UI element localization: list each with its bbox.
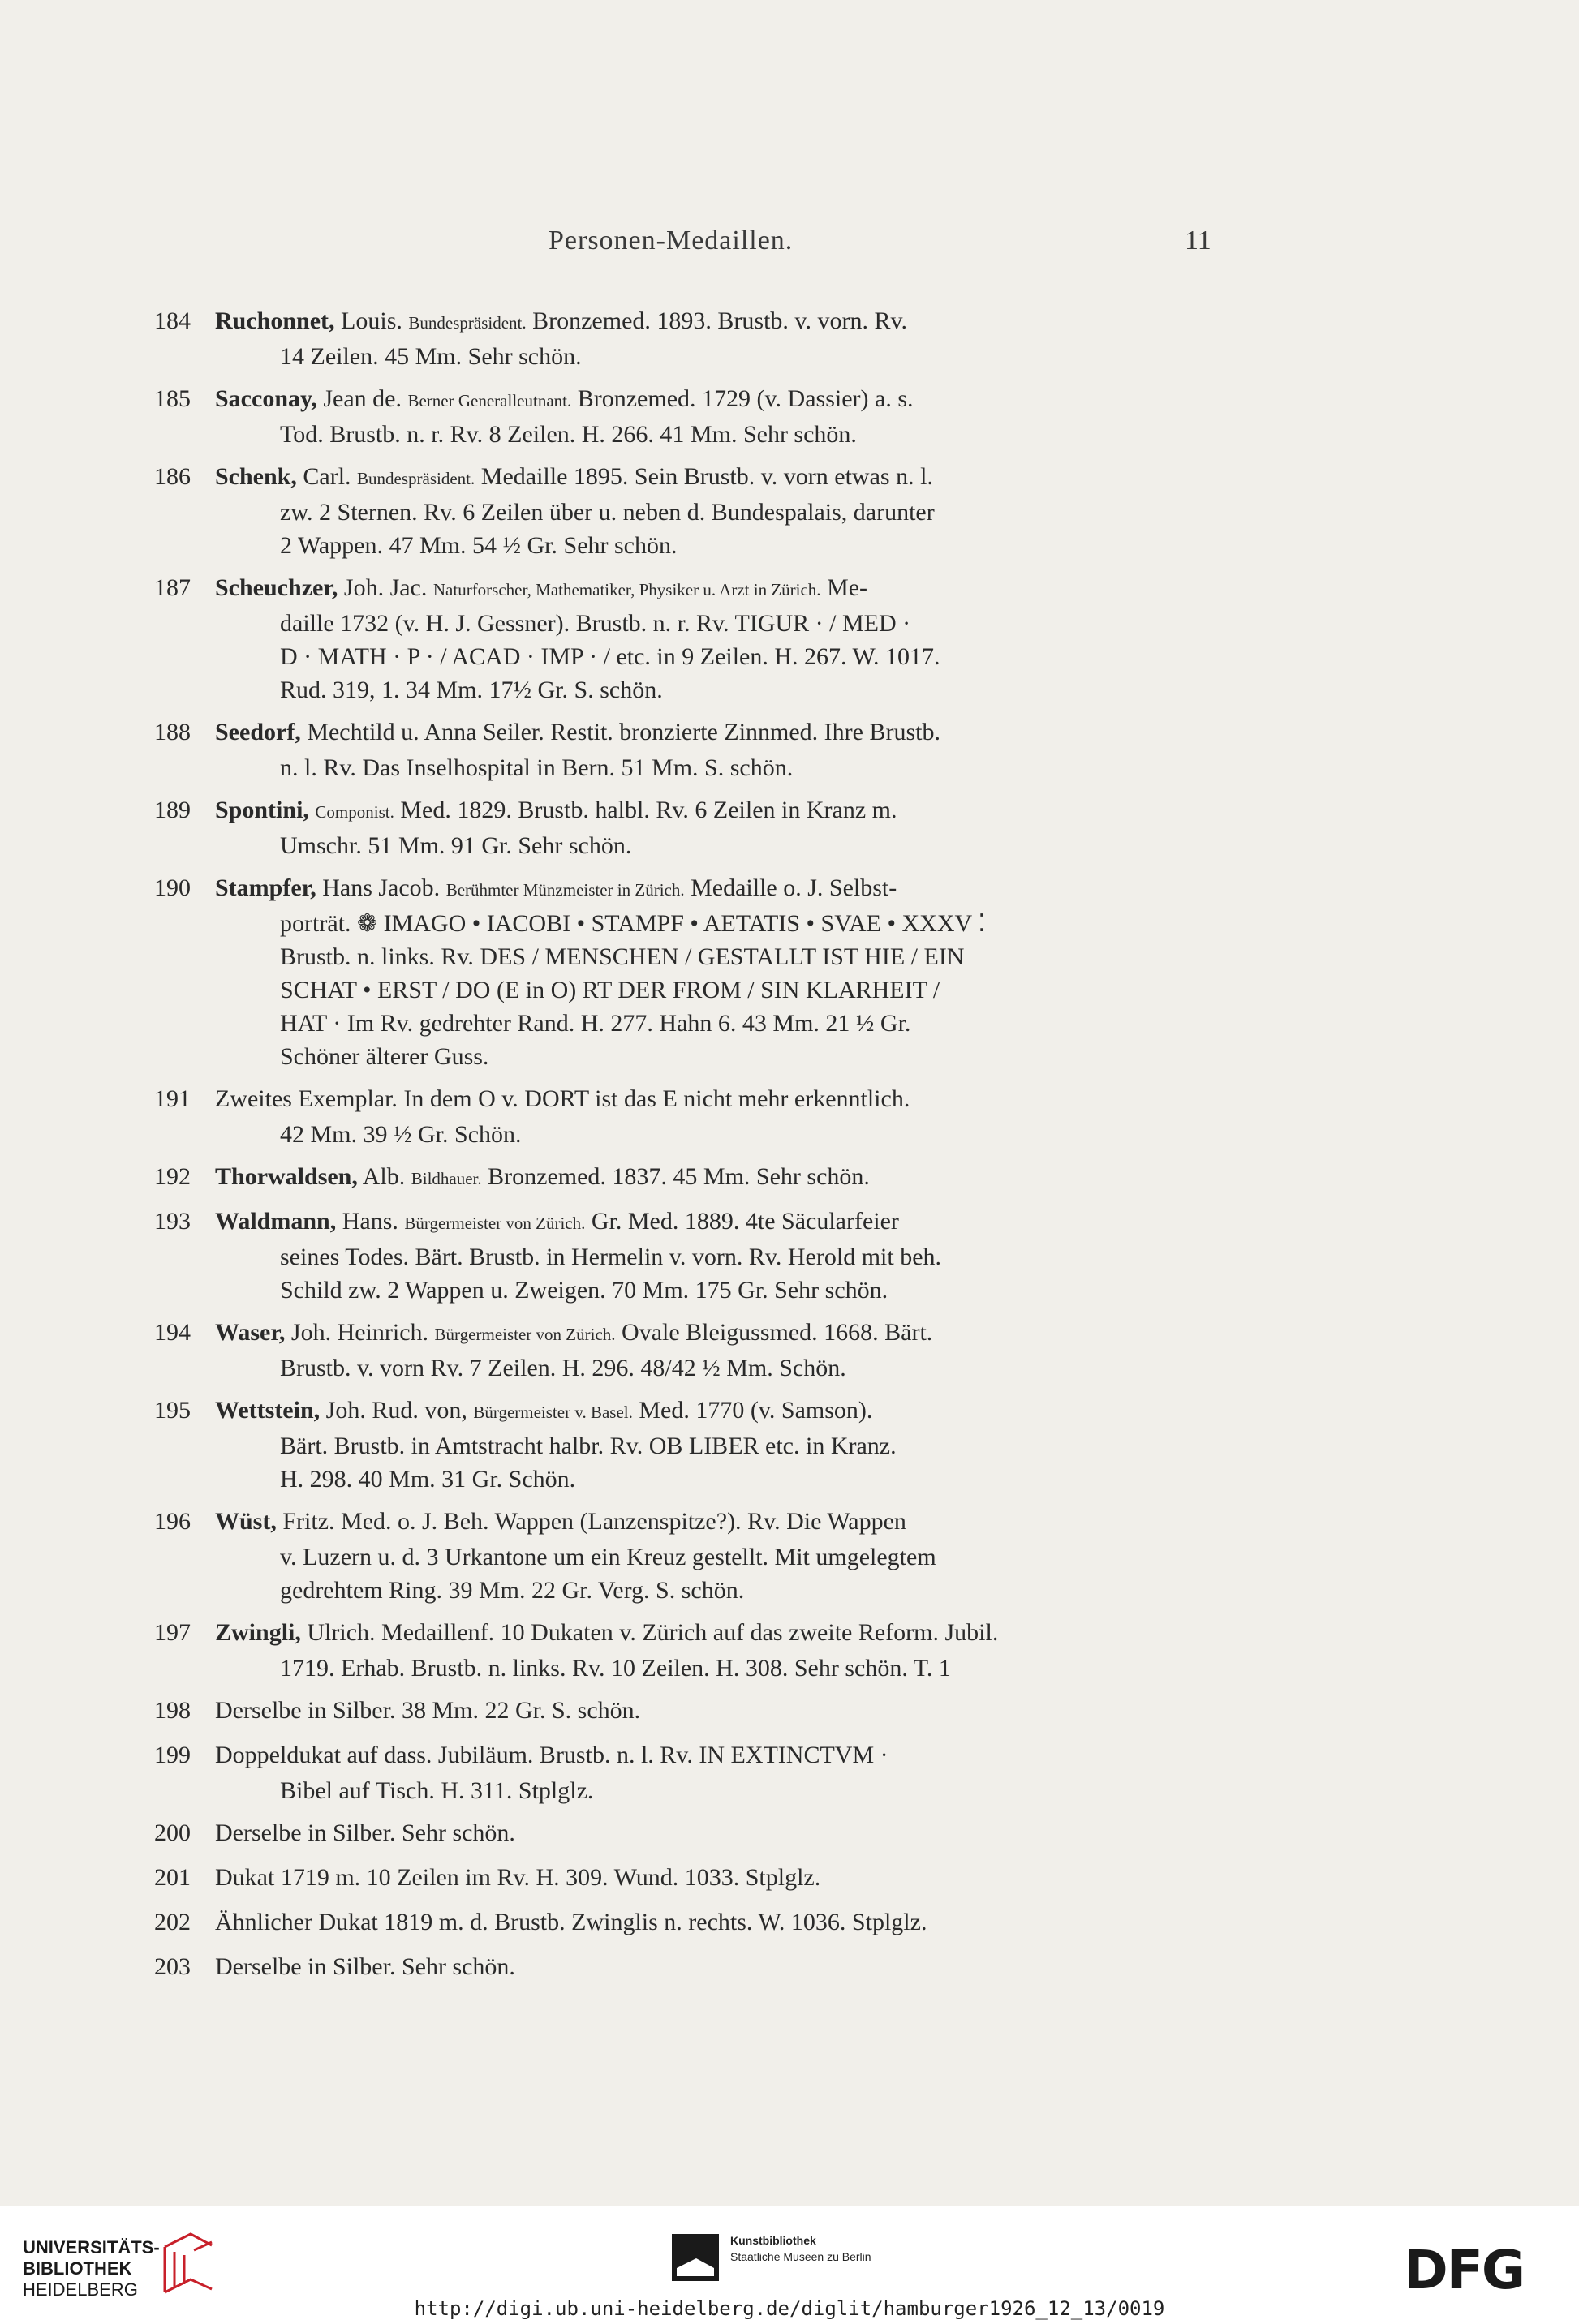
entry-name: Seedorf,: [215, 719, 301, 745]
entry-continuation-line: seines Todes. Bärt. Brustb. in Hermelin v. vorn. Rv. Herold mit beh.: [280, 1244, 942, 1270]
entry-first-line: [215, 1816, 1233, 1852]
entry-continuation-line: n. l. Rv. Das Inselhospital in Bern. 51 Mm. S. schön.: [280, 754, 794, 781]
entry-continuation-line: Bärt. Brustb. in Amtstracht halbr. Rv. OB LIBER etc. in Kranz.: [280, 1433, 897, 1459]
entry-continuation-line: D · MATH · P · / ACAD · IMP · / etc. in 9 Zeilen. H. 267. W. 1017.: [280, 643, 940, 670]
entry-name: Thorwaldsen,: [215, 1163, 358, 1190]
catalog-entry: [154, 1616, 1233, 1685]
entry-note: Bildhauer.: [411, 1169, 482, 1188]
entry-text-after: Med. 1829. Brustb. halbl. Rv. 6 Zeilen in Kranz m.: [394, 797, 897, 823]
entry-first-line: [215, 1905, 1233, 1941]
entry-first-line: [215, 1950, 1233, 1986]
entry-first-line: [215, 571, 1233, 607]
entry-continuation-line: v. Luzern u. d. 3 Urkantone um ein Kreuz gestellt. Mit umgelegtem: [280, 1544, 936, 1570]
entry-text: Derselbe in Silber. Sehr schön.: [215, 1953, 515, 1980]
catalog-entry: [154, 1316, 1233, 1385]
entry-continuation-line: H. 298. 40 Mm. 31 Gr. Schön.: [280, 1466, 576, 1493]
ub-heidelberg-logo-text: [23, 2237, 160, 2300]
entry-text-after: Bronzemed. 1837. 45 Mm. Sehr schön.: [481, 1163, 870, 1190]
entry-text: Louis.: [334, 307, 409, 334]
entry-note: Bürgermeister v. Basel.: [473, 1403, 633, 1422]
entry-text: Fritz. Med. o. J. Beh. Wappen (Lanzenspitze?). Rv. Die Wappen: [276, 1508, 906, 1535]
entry-number: 192: [154, 1163, 191, 1190]
entry-number: 194: [154, 1319, 191, 1346]
catalog-entry: [154, 460, 1233, 562]
entry-number: 200: [154, 1819, 191, 1846]
entry-name: Scheuchzer,: [215, 574, 338, 601]
entry-text: Alb.: [357, 1163, 411, 1190]
entry-text: Derselbe in Silber. 38 Mm. 22 Gr. S. schön.: [215, 1697, 641, 1724]
entry-text: Ulrich. Medaillenf. 10 Dukaten v. Zürich auf das zweite Reform. Jubil.: [300, 1619, 999, 1646]
entry-continuation-line: Schöner älterer Guss.: [280, 1043, 489, 1070]
entry-text-after: Med. 1770 (v. Samson).: [632, 1397, 873, 1424]
entry-first-line: [215, 1738, 1233, 1774]
entry-continuation-line: Schild zw. 2 Wappen u. Zweigen. 70 Mm. 175 Gr. Sehr schön.: [280, 1277, 888, 1304]
entry-name: Schenk,: [215, 463, 297, 490]
entry-continuation-line: 2 Wappen. 47 Mm. 54 ½ Gr. Sehr schön.: [280, 532, 678, 559]
kunstbibliothek-logo-icon: [672, 2234, 719, 2281]
page-title: Personen-Medaillen.: [549, 226, 794, 256]
catalog-entry: [154, 1505, 1233, 1607]
catalog-entry: [154, 871, 1233, 1073]
entry-number: 201: [154, 1864, 191, 1891]
entry-continuation-line: 42 Mm. 39 ½ Gr. Schön.: [280, 1121, 522, 1148]
entry-text: Derselbe in Silber. Sehr schön.: [215, 1819, 515, 1846]
entry-first-line: [215, 1505, 1233, 1540]
entry-continuation-line: Brustb. v. vorn Rv. 7 Zeilen. H. 296. 48/42 ½ Mm. Schön.: [280, 1355, 846, 1381]
entry-name: Sacconay,: [215, 385, 317, 412]
entry-continuation-line: SCHAT • ERST / DO (E in O) RT DER FROM / SIN KLARHEIT /: [280, 977, 940, 1003]
entry-name: Wettstein,: [215, 1397, 321, 1424]
entry-text: Zweites Exemplar. In dem O v. DORT ist das E nicht mehr erkenntlich.: [215, 1085, 910, 1112]
entry-first-line: [215, 1616, 1233, 1652]
catalog-entry: [154, 1816, 1233, 1852]
source-url[interactable]: http://digi.ub.uni-heidelberg.de/diglit/hamburger1926_12_13/0019: [414, 2297, 1165, 2320]
entry-number: 199: [154, 1742, 191, 1768]
kb-line-1: Kunstbibliothek: [730, 2234, 816, 2247]
kunstbibliothek-text: [730, 2232, 871, 2265]
page-number: 11: [1185, 226, 1211, 256]
entry-note: Berner Generalleutnant.: [407, 391, 572, 410]
catalog-entry: [154, 382, 1233, 451]
entry-text: Hans.: [336, 1208, 405, 1235]
entry-note: Bürgermeister von Zürich.: [404, 1214, 586, 1233]
catalog-entry: [154, 1738, 1233, 1807]
entry-note: Naturforscher, Mathematiker, Physiker u. Arzt in Zürich.: [432, 580, 821, 599]
entry-number: 202: [154, 1909, 191, 1935]
entry-number: 191: [154, 1085, 191, 1112]
entry-continuation-line: Rud. 319, 1. 34 Mm. 17½ Gr. S. schön.: [280, 677, 663, 703]
kb-line-2: Staatliche Museen zu Berlin: [730, 2250, 871, 2263]
entry-continuation-line: daille 1732 (v. H. J. Gessner). Brustb. n. r. Rv. TIGUR · / MED ·: [280, 610, 911, 637]
entry-text: Jean de.: [316, 385, 408, 412]
entry-text-after: Ovale Bleigussmed. 1668. Bärt.: [615, 1319, 933, 1346]
entry-note: Bundespräsident.: [357, 469, 475, 488]
entry-continuation-line: Brustb. n. links. Rv. DES / MENSCHEN / GESTALLT IST HIE / EIN: [280, 943, 965, 970]
catalog-entry: [154, 715, 1233, 784]
entry-first-line: [215, 382, 1233, 418]
catalog-entries: [154, 304, 1233, 1995]
catalog-entry: [154, 793, 1233, 862]
entry-continuation-line: Umschr. 51 Mm. 91 Gr. Sehr schön.: [280, 832, 632, 859]
entry-continuation-line: HAT · Im Rv. gedrehter Rand. H. 277. Hahn 6. 43 Mm. 21 ½ Gr.: [280, 1010, 911, 1037]
entry-text-after: Bronzemed. 1729 (v. Dassier) a. s.: [571, 385, 914, 412]
entry-number: 187: [154, 574, 191, 601]
entry-number: 197: [154, 1619, 191, 1646]
entry-text: Joh. Rud. von,: [320, 1397, 474, 1424]
entry-number: 188: [154, 719, 191, 745]
entry-first-line: [215, 871, 1233, 907]
entry-number: 196: [154, 1508, 191, 1535]
entry-text: Dukat 1719 m. 10 Zeilen im Rv. H. 309. Wund. 1033. Stplglz.: [215, 1864, 821, 1891]
entry-text: Joh. Heinrich.: [285, 1319, 435, 1346]
catalog-entry: [154, 1861, 1233, 1897]
entry-text: Doppeldukat auf dass. Jubiläum. Brustb. n. l. Rv. IN EXTINCTVM ·: [215, 1742, 888, 1768]
catalog-entry: [154, 1394, 1233, 1496]
ub-line-3: HEIDELBERG: [23, 2279, 138, 2300]
entry-text: Ähnlicher Dukat 1819 m. d. Brustb. Zwinglis n. rechts. W. 1036. Stplglz.: [215, 1909, 927, 1935]
entry-first-line: [215, 1160, 1233, 1196]
catalog-entry: [154, 1082, 1233, 1151]
entry-first-line: [215, 304, 1233, 340]
dfg-logo: DFG: [1404, 2239, 1525, 2301]
entry-text: Joh. Jac.: [338, 574, 433, 601]
entry-note: Bürgermeister von Zürich.: [434, 1325, 616, 1344]
entry-number: 198: [154, 1697, 191, 1724]
entry-name: Zwingli,: [215, 1619, 301, 1646]
entry-number: 203: [154, 1953, 191, 1980]
entry-name: Stampfer,: [215, 874, 316, 901]
entry-note: Bundespräsident.: [408, 313, 527, 333]
entry-text-after: Me-: [820, 574, 868, 601]
entry-text: Carl.: [296, 463, 358, 490]
catalog-entry: [154, 1694, 1233, 1729]
entry-first-line: [215, 1861, 1233, 1897]
entry-number: 193: [154, 1208, 191, 1235]
entry-number: 185: [154, 385, 191, 412]
entry-text: Hans Jacob.: [316, 874, 446, 901]
entry-first-line: [215, 793, 1233, 829]
catalog-entry: [154, 1905, 1233, 1941]
ub-line-2: BIBLIOTHEK: [23, 2258, 132, 2279]
catalog-entry: [154, 1950, 1233, 1986]
entry-name: Waldmann,: [215, 1208, 337, 1235]
page-header: [0, 226, 1579, 266]
entry-name: Waser,: [215, 1319, 286, 1346]
entry-first-line: [215, 460, 1233, 496]
entry-continuation-line: zw. 2 Sternen. Rv. 6 Zeilen über u. neben d. Bundespalais, darunter: [280, 499, 935, 526]
entry-number: 184: [154, 307, 191, 334]
entry-number: 186: [154, 463, 191, 490]
entry-text-after: Bronzemed. 1893. Brustb. v. vorn. Rv.: [526, 307, 908, 334]
entry-continuation-line: porträt. ❁ IMAGO • IACOBI • STAMPF • AETATIS • SVAE • XXXV ⁚: [280, 910, 986, 937]
catalog-entry: [154, 1205, 1233, 1307]
entry-first-line: [215, 1694, 1233, 1729]
ub-line-1: UNIVERSITÄTS-: [23, 2237, 160, 2257]
entry-continuation-line: gedrehtem Ring. 39 Mm. 22 Gr. Verg. S. schön.: [280, 1577, 745, 1604]
catalog-entry: [154, 1160, 1233, 1196]
entry-continuation-line: Bibel auf Tisch. H. 311. Stplglz.: [280, 1777, 594, 1804]
entry-text-after: Medaille o. J. Selbst-: [684, 874, 897, 901]
entry-first-line: [215, 1394, 1233, 1429]
entry-number: 190: [154, 874, 191, 901]
entry-number: 189: [154, 797, 191, 823]
entry-first-line: [215, 1082, 1233, 1118]
entry-text-after: Medaille 1895. Sein Brustb. v. vorn etwas n. l.: [475, 463, 933, 490]
catalog-entry: [154, 571, 1233, 707]
entry-text: Mechtild u. Anna Seiler. Restit. bronzierte Zinnmed. Ihre Brustb.: [300, 719, 940, 745]
entry-text-after: Gr. Med. 1889. 4te Säcularfeier: [585, 1208, 899, 1235]
catalog-entry: [154, 304, 1233, 373]
entry-note: Berühmter Münzmeister in Zürich.: [445, 880, 685, 900]
entry-number: 195: [154, 1397, 191, 1424]
entry-continuation-line: 1719. Erhab. Brustb. n. links. Rv. 10 Zeilen. H. 308. Sehr schön. T. 1: [280, 1655, 951, 1682]
entry-first-line: [215, 715, 1233, 751]
entry-first-line: [215, 1205, 1233, 1240]
entry-name: Ruchonnet,: [215, 307, 335, 334]
ub-heidelberg-logo-icon: [158, 2231, 215, 2296]
entry-continuation-line: 14 Zeilen. 45 Mm. Sehr schön.: [280, 343, 582, 370]
entry-continuation-line: Tod. Brustb. n. r. Rv. 8 Zeilen. H. 266. 41 Mm. Sehr schön.: [280, 421, 857, 448]
entry-note: Componist.: [315, 802, 394, 822]
entry-name: Spontini,: [215, 797, 309, 823]
entry-name: Wüst,: [215, 1508, 277, 1535]
entry-first-line: [215, 1316, 1233, 1351]
